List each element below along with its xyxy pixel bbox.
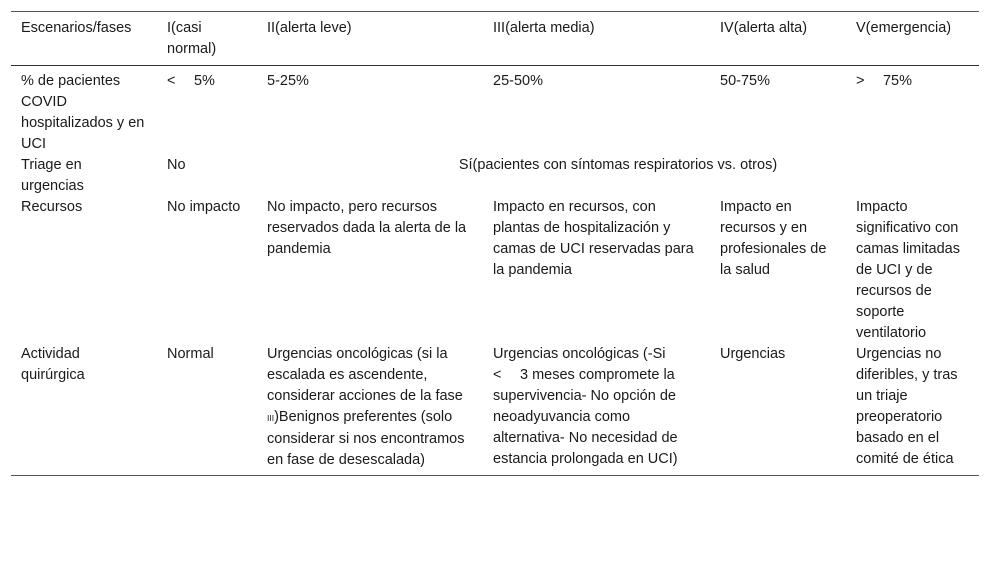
cell-patients-phase-4: 50-75%: [720, 73, 770, 89]
cell-surgery-phase-4: Urgencias: [720, 346, 786, 362]
header-phase-2: II(alerta leve): [267, 20, 352, 36]
table-row-resources: [11, 197, 979, 344]
header-phase-5: V(emergencia): [856, 20, 952, 36]
header-phase-4: IV(alerta alta): [720, 20, 808, 36]
row-label-resources: Recursos: [21, 199, 83, 215]
cell-resources-phase-3: Impacto en recursos, con plantas de hospitalización y camas de UCI reservadas para la pandemia: [493, 199, 694, 278]
header-scenarios: Escenarios/fases: [21, 20, 132, 36]
cell-patients-phase-2: 5-25%: [267, 73, 309, 89]
cell-resources-phase-4: Impacto en recursos y en profesionales de la salud: [720, 199, 827, 278]
cell-resources-phase-5: Impacto significativo con camas limitadas de UCI y de recursos de soporte ventilatorio: [856, 199, 960, 341]
cell-resources-phase-2: No impacto, pero recursos reservados dada la alerta de la pandemia: [267, 199, 467, 257]
surgery-phase-2-text-b: )Benignos preferentes (solo considerar si nos encontramos en fase de desescalada): [267, 409, 465, 468]
cell-patients-phase-5: > 75%: [856, 73, 913, 89]
row-label-surgery: Actividad quirúrgica: [21, 346, 85, 383]
row-label-patients: % de pacientes COVID hospitalizados y en UCI: [21, 73, 145, 152]
row-label-triage: Triage en urgencias: [21, 157, 84, 194]
header-phase-1: I(casi normal): [167, 20, 217, 57]
cell-patients-phase-1: < 5%: [167, 73, 215, 89]
cell-triage-phase-1: No: [167, 157, 186, 173]
cell-patients-phase-3: 25-50%: [493, 73, 543, 89]
table-row-surgery: [11, 344, 979, 476]
table-row-triage: [11, 155, 979, 197]
header-phase-3: III(alerta media): [493, 20, 595, 36]
covid-phases-table: [11, 11, 979, 476]
cell-surgery-phase-1: Normal: [167, 346, 214, 362]
table-row-patients: [11, 66, 979, 156]
header-row: [11, 12, 979, 66]
cell-surgery-phase-5: Urgencias no diferibles, y tras un triaje preoperatorio basado en el comité de ética: [856, 346, 958, 467]
surgery-phase-2-text-a: Urgencias oncológicas (si la escalada es ascendente, considerar acciones de la fase: [267, 346, 463, 404]
cell-resources-phase-1: No impacto: [167, 199, 241, 215]
cell-surgery-phase-2: [257, 344, 483, 476]
cell-triage-phases-2-5: Sí(pacientes con síntomas respiratorios vs. otros): [458, 157, 778, 173]
roman-numeral-iii: III: [267, 413, 275, 423]
cell-surgery-phase-3: Urgencias oncológicas (-Si < 3 meses compromete la supervivencia- No opción de neoadyuvancia como alternativa- No necesidad de estancia prolongada en UCI): [493, 346, 680, 467]
